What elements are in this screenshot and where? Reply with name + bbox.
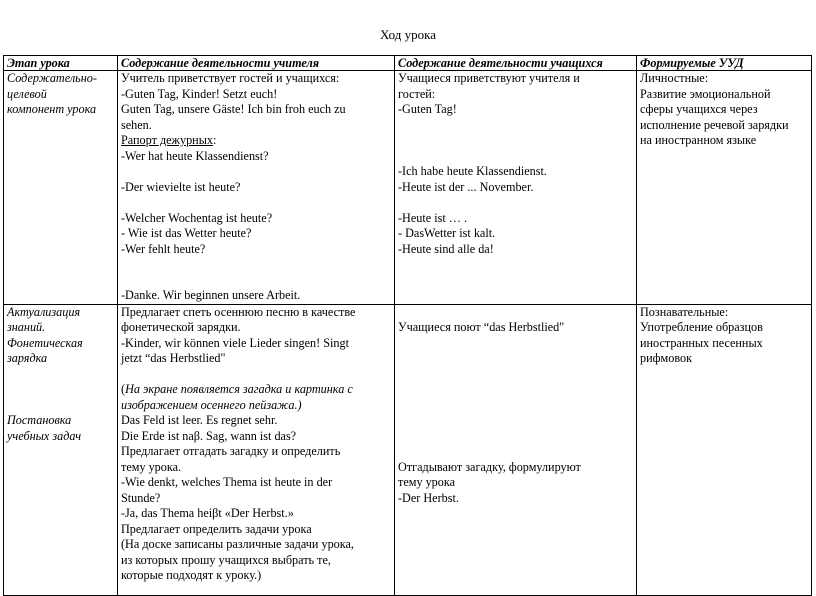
stage-text: целевой (7, 86, 47, 101)
teacher-text: из которых прошу учащихся выбрать те, (121, 552, 331, 567)
uud-text: Развитие эмоциональной (640, 86, 771, 101)
header-stage: Этап урока (4, 56, 118, 71)
stage-text: учебных задач (7, 428, 82, 443)
screen-note: изображением осеннего пейзажа.) (121, 397, 302, 412)
paren: ( (121, 382, 126, 396)
teacher-text: фонетической зарядки. (121, 320, 241, 334)
teacher-text: Stunde? (121, 490, 161, 505)
students-text: Учащиеся приветствуют учителя и (398, 71, 580, 85)
uud-text: исполнение речевой зарядки (640, 117, 789, 132)
table-row (4, 71, 812, 305)
teacher-text (121, 133, 391, 149)
students-text: -Heute ist … . (398, 210, 468, 225)
uud-text: Личностные: (640, 71, 709, 85)
teacher-text: Предлагает спеть осеннюю песню в качестве (121, 304, 356, 319)
teacher-cell (118, 304, 395, 595)
table-row (4, 304, 812, 595)
teacher-text: -Wer hat heute Klassendienst? (121, 148, 269, 163)
teacher-text: -Wer fehlt heute? (121, 241, 206, 256)
stage-text: компонент урока (7, 102, 97, 116)
uud-text: Употребление образцов (640, 320, 763, 334)
teacher-text: -Wie denkt, welches Thema ist heute in der (121, 475, 333, 489)
stage-text: зарядка (7, 351, 48, 365)
teacher-text (121, 382, 391, 398)
students-cell (395, 304, 637, 595)
students-text: -Heute ist der ... November. (398, 179, 534, 194)
uud-cell (637, 71, 812, 305)
teacher-text: Предлагает отгадать загадку и определить (121, 444, 341, 458)
students-text: Отгадывают загадку, формулируют (398, 459, 581, 474)
teacher-text: sehen. (121, 117, 152, 132)
uud-text: сферы учащихся через (640, 102, 758, 116)
stage-text: Актуализация (7, 304, 81, 319)
students-text: -Heute sind alle da! (398, 241, 494, 256)
teacher-text: -Der wievielte ist heute? (121, 179, 241, 194)
students-text: гостей: (398, 86, 436, 101)
teacher-text: -Welcher Wochentag ist heute? (121, 210, 273, 225)
teacher-cell (118, 71, 395, 305)
duty-report-label: Рапорт дежурных (121, 133, 213, 147)
table-header-row (4, 56, 812, 71)
header-uud: Формируемые УУД (637, 56, 812, 71)
students-text: -Guten Tag! (398, 102, 457, 116)
lesson-table (3, 55, 812, 596)
stage-text: знаний. (7, 320, 46, 334)
students-text: -Der Herbst. (398, 490, 459, 505)
teacher-text: -Danke. Wir beginnen unsere Arbeit. (121, 288, 301, 302)
uud-text: иностранных песенных (640, 335, 763, 350)
teacher-text: Учитель приветствует гостей и учащихся: (121, 71, 340, 85)
uud-text: рифмовок (640, 351, 693, 365)
header-teacher: Содержание деятельности учителя (118, 56, 395, 71)
teacher-text: тему урока. (121, 459, 182, 474)
students-cell (395, 71, 637, 305)
students-text: Учащиеся поют “das Herbstlied" (398, 320, 565, 334)
page-title: Ход урока (380, 27, 436, 42)
teacher-text: Guten Tag, unsere Gäste! Ich bin froh euch zu (121, 102, 346, 116)
teacher-text: - Wie ist das Wetter heute? (121, 226, 252, 240)
teacher-text: -Ja, das Thema heiβt «Der Herbst.» (121, 506, 294, 520)
colon: : (212, 133, 217, 147)
teacher-text: Die Erde ist naβ. Sag, wann ist das? (121, 428, 297, 443)
stage-cell (4, 304, 118, 595)
teacher-text: которые подходят к уроку.) (121, 568, 262, 582)
stage-text: Содержательно- (7, 71, 97, 85)
uud-cell (637, 304, 812, 595)
stage-text: Постановка (7, 413, 72, 427)
students-text: тему урока (398, 475, 456, 489)
teacher-text: Предлагает определить задачи урока (121, 521, 312, 536)
screen-note: На экране появляется загадка и картинка с (125, 382, 353, 396)
teacher-text: -Guten Tag, Kinder! Setzt euch! (121, 86, 278, 101)
teacher-text: (На доске записаны различные задачи урока, (121, 537, 354, 551)
uud-text: Познавательные: (640, 304, 729, 319)
uud-text: на иностранном языке (640, 133, 757, 147)
stage-text: Фонетическая (7, 335, 83, 350)
stage-cell (4, 71, 118, 305)
header-students: Содержание деятельности учащихся (395, 56, 637, 71)
teacher-text: Das Feld ist leer. Es regnet sehr. (121, 413, 278, 427)
students-text: -Ich habe heute Klassendienst. (398, 164, 547, 178)
students-text: - DasWetter ist kalt. (398, 226, 496, 240)
teacher-text: -Kinder, wir können viele Lieder singen! Singt (121, 335, 349, 350)
teacher-text: jetzt “das Herbstlied" (121, 351, 226, 365)
